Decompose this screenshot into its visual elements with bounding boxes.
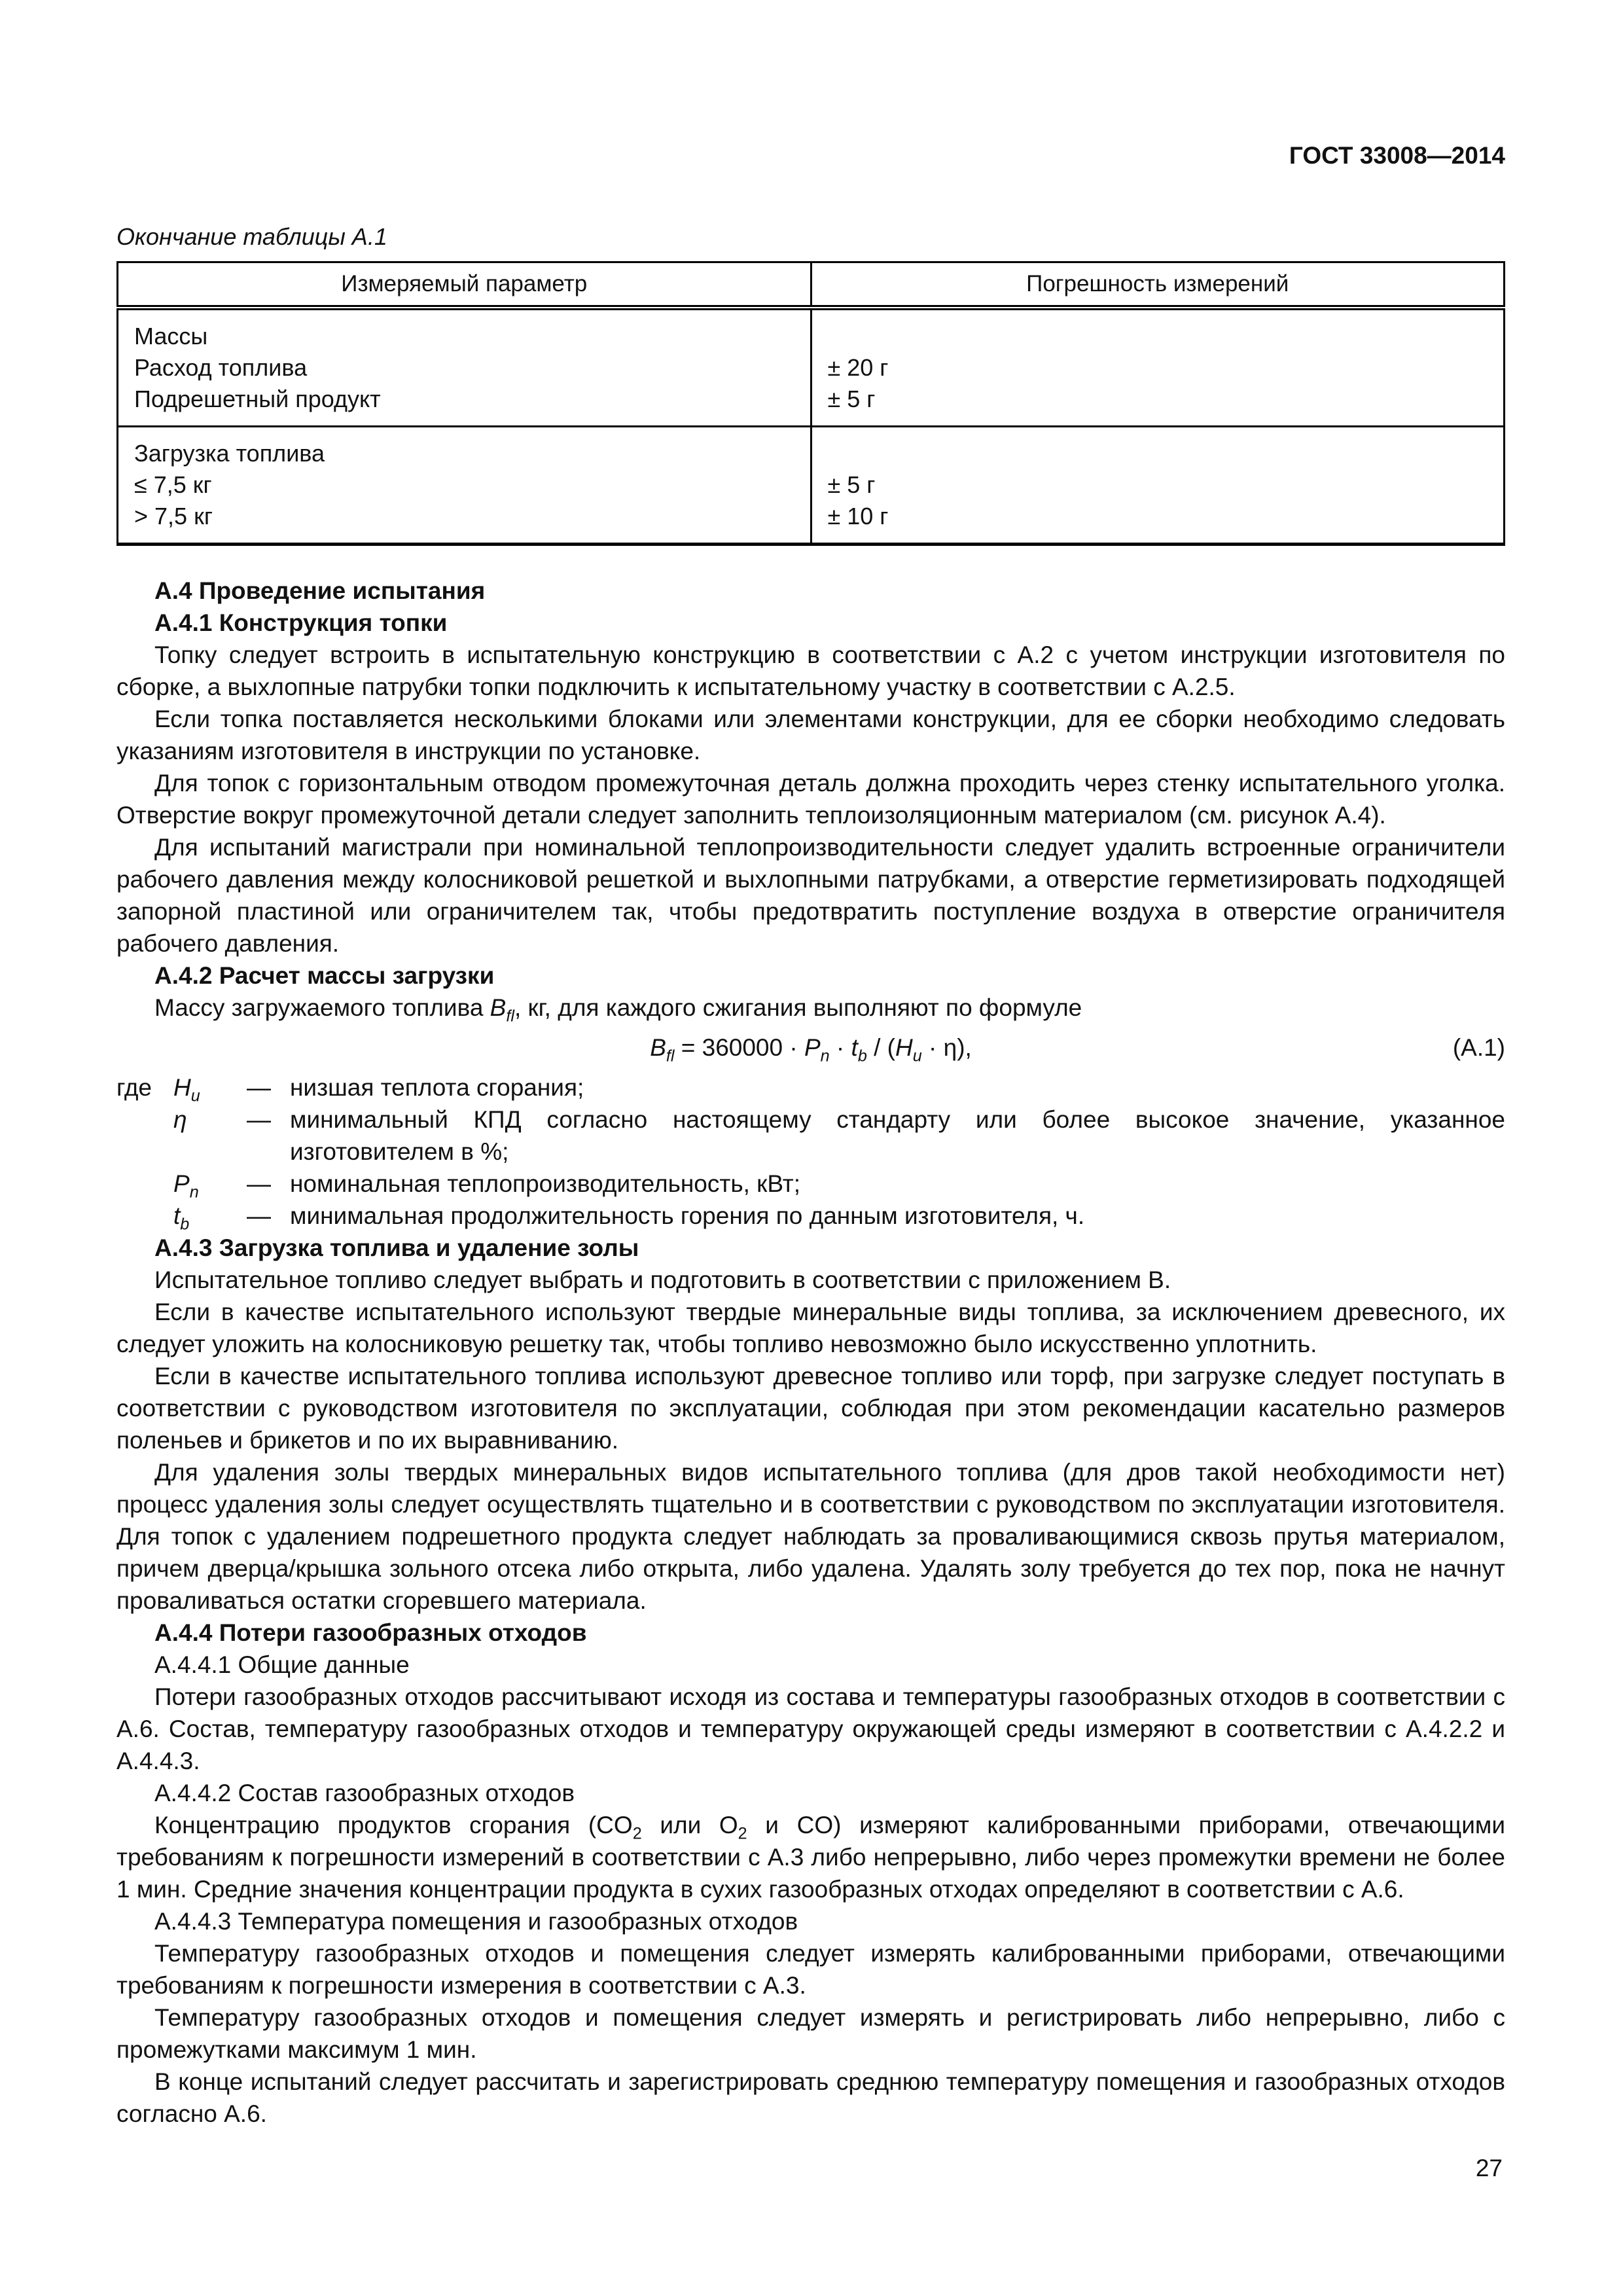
cell-line: Массы	[134, 323, 208, 350]
where-symbol: $t_b$	[173, 1202, 190, 1234]
section-heading-a41: А.4.1 Конструкция топки	[154, 609, 448, 636]
text-run: ·	[829, 1034, 851, 1061]
cell-line: ± 20 г	[827, 354, 889, 381]
document-body	[116, 575, 1505, 2130]
where-symbol: η	[173, 1106, 187, 1133]
variable-bfl: $B_{fl}$	[650, 1034, 675, 1066]
where-dash: —	[247, 1106, 271, 1133]
section-heading-a43: А.4.3 Загрузка топлива и удаление золы	[154, 1234, 639, 1261]
paragraph-a41-3: Для топок с горизонтальным отводом промежуточная деталь должна проходить через стенку испытательного уголка. Отверстие вокруг промежуточной детали следует заполнить теплоизоляционным материалом (см. рисунок А.4).	[116, 770, 1505, 829]
cell-line: Расход топлива	[134, 354, 308, 381]
paragraph-a41-4: Для испытаний магистрали при номинальной теплопроизводительности следует удалить встроенные ограничители рабочего давления между колосниковой решеткой и выхлопными патрубками, а отверстие герметизировать подходящей запорной пластиной или ограничителем так, чтобы предотвратить поступление воздуха в отверстие ограничителя рабочего давления.	[116, 834, 1505, 957]
formula-expression	[650, 1034, 972, 1066]
error-cell	[811, 427, 1505, 545]
col-header-error: Погрешность измерений	[811, 262, 1505, 308]
param-cell	[118, 427, 812, 545]
subsection-heading-a441: А.4.4.1 Общие данные	[154, 1651, 410, 1678]
text-run: и CO) измеряют калиброванными приборами, отвечающими требованиям к погрешности измерений в соответствии с А.3 либо непрерывно, либо через промежутки времени не более 1 мин. Средние значения концентрации продукта в сухих газообразных отходах определяют в соответствии с А.6.	[116, 1812, 1505, 1903]
where-item	[116, 1103, 1505, 1168]
error-cell	[811, 308, 1505, 427]
where-dash: —	[247, 1074, 271, 1101]
paragraph-a443-1: Температуру газообразных отходов и помещения следует измерять калиброванными приборами, отвечающими требованиям к погрешности измерения в соответствии с А.3.	[116, 1940, 1505, 1999]
paragraph-a442-1	[116, 1809, 1505, 1905]
cell-line: ± 5 г	[827, 386, 876, 412]
text-run: , кг, для каждого сжигания выполняют по формуле	[514, 994, 1082, 1021]
where-definition: минимальная продолжительность горения по данным изготовителя, ч.	[290, 1202, 1085, 1229]
cell-line	[828, 321, 1488, 352]
paragraph-a41-2: Если топка поставляется несколькими блоками или элементами конструкции, для ее сборки необходимо следовать указаниям изготовителя в инструкции по установке.	[116, 706, 1505, 764]
table-caption: Окончание таблицы А.1	[116, 223, 387, 250]
paragraph-a43-3: Если в качестве испытательного топлива используют древесное топливо или торф, при загрузке следует поступать в соответствии с руководством изготовителя по эксплуатации, соблюдая при этом рекомендации касательно размеров поленьев и брикетов и по их выравниванию.	[116, 1363, 1505, 1454]
where-symbol: $P_n$	[173, 1170, 199, 1202]
where-intro: где	[116, 1074, 152, 1101]
subsection-heading-a442: А.4.4.2 Состав газообразных отходов	[154, 1780, 575, 1806]
table-row	[118, 308, 1505, 427]
cell-line: ± 10 г	[827, 503, 889, 529]
paragraph-a441-1: Потери газообразных отходов рассчитывают исходя из состава и температуры газообразных отходов в соответствии с А.6. Состав, температуру газообразных отходов и температуру окружающей среды измеряют в соответствии с А.4.2.2 и А.4.4.3.	[116, 1683, 1505, 1774]
where-definition: низшая теплота сгорания;	[290, 1074, 584, 1101]
variable-pn: $P_n$	[804, 1034, 830, 1066]
where-symbol: $H_u$	[173, 1074, 200, 1105]
paragraph-a443-2: Температуру газообразных отходов и помещения следует измерять и регистрировать либо непрерывно, либо с промежутками максимум 1 мин.	[116, 2004, 1505, 2063]
paragraph-a42-intro	[116, 992, 1505, 1024]
where-item	[116, 1071, 1505, 1103]
text-run: · η),	[921, 1034, 972, 1061]
cell-line: ≤ 7,5 кг	[134, 471, 212, 498]
section-heading-a4: А.4 Проведение испытания	[154, 577, 486, 604]
where-definition: номинальная теплопроизводительность, кВт;	[290, 1170, 801, 1197]
text-run: / (	[866, 1034, 895, 1061]
where-item	[116, 1200, 1505, 1232]
paragraph-a43-2: Если в качестве испытательного используют твердые минеральные виды топлива, за исключением древесного, их следует уложить на колосниковую решетку так, чтобы топливо невозможно было искусственно уплотнить.	[116, 1299, 1505, 1357]
text-run: или O	[641, 1812, 738, 1839]
table-header-row	[118, 262, 1505, 308]
cell-line: Загрузка топлива	[134, 440, 325, 467]
text-run: Концентрацию продуктов сгорания (CO	[154, 1812, 633, 1839]
cell-line: > 7,5 кг	[134, 503, 213, 529]
formula-a1	[116, 1031, 1505, 1064]
section-heading-a42: А.4.2 Расчет массы загрузки	[154, 962, 495, 989]
page-number: 27	[1475, 2155, 1503, 2181]
measurement-accuracy-table	[116, 261, 1505, 546]
where-dash: —	[247, 1202, 271, 1229]
subscript: 2	[632, 1824, 642, 1843]
table-row	[118, 427, 1505, 545]
text-run: = 360000 ·	[674, 1034, 804, 1061]
where-dash: —	[247, 1170, 271, 1197]
variable-tb: $t_b$	[851, 1034, 867, 1066]
paragraph-a43-1: Испытательное топливо следует выбрать и подготовить в соответствии с приложением В.	[154, 1266, 1171, 1293]
paragraph-a41-1: Топку следует встроить в испытательную конструкцию в соответствии с А.2 с учетом инструкции изготовителя по сборке, а выхлопные патрубки топки подключить к испытательному участку в соответствии с А.2.5.	[116, 641, 1505, 700]
cell-line	[828, 438, 1488, 469]
param-cell	[118, 308, 812, 427]
where-item	[116, 1168, 1505, 1200]
formula-number: (А.1)	[1452, 1034, 1505, 1061]
cell-line: Подрешетный продукт	[134, 386, 381, 412]
section-heading-a44: А.4.4 Потери газообразных отходов	[154, 1619, 587, 1646]
where-list	[116, 1071, 1505, 1232]
inline-variable: $B_{fl}$	[490, 994, 514, 1026]
paragraph-a443-3: В конце испытаний следует рассчитать и зарегистрировать среднюю температуру помещения и газообразных отходов согласно А.6.	[116, 2068, 1505, 2127]
col-header-parameter: Измеряемый параметр	[118, 262, 812, 308]
cell-line: ± 5 г	[827, 471, 876, 498]
variable-hu: $H_u$	[895, 1034, 922, 1066]
where-definition: минимальный КПД согласно настоящему стандарту или более высокое значение, указанное изготовителем в %;	[290, 1106, 1505, 1165]
subscript: 2	[738, 1824, 747, 1843]
doc-code-header: ГОСТ 33008—2014	[1289, 142, 1505, 169]
paragraph-a43-4: Для удаления золы твердых минеральных видов испытательного топлива (для дров такой необходимости нет) процесс удаления золы следует осуществлять тщательно и в соответствии с руководством по эксплуатации изготовителя. Для топок с удалением подрешетного продукта следует наблюдать за проваливающимися сквозь прутья материалом, причем дверца/крышка зольного отсека либо открыта, либо удалена. Удалять золу требуется до тех пор, пока не начнут проваливаться остатки сгоревшего материала.	[116, 1459, 1505, 1614]
text-run: Массу загружаемого топлива	[154, 994, 490, 1021]
subsection-heading-a443: А.4.4.3 Температура помещения и газообразных отходов	[154, 1908, 798, 1935]
